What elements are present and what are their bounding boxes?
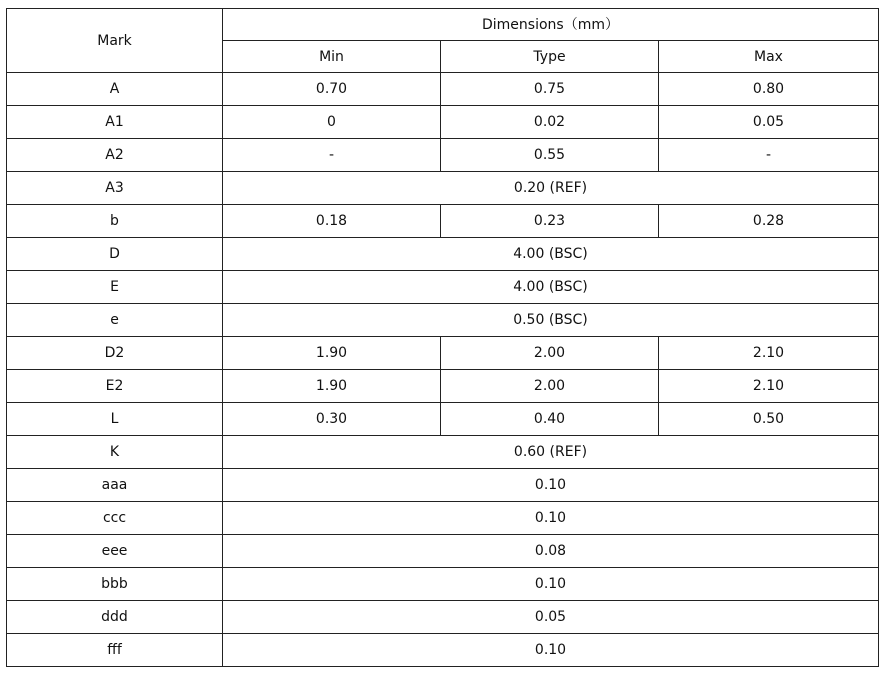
cell-merged-value: 4.00 (BSC) [223, 271, 879, 304]
cell-mark: A3 [7, 172, 223, 205]
cell-mark: ccc [7, 502, 223, 535]
cell-max: - [659, 139, 879, 172]
cell-mark: A [7, 73, 223, 106]
cell-max: 0.50 [659, 403, 879, 436]
cell-type: 0.23 [441, 205, 659, 238]
table-row [7, 106, 879, 139]
cell-type: 0.40 [441, 403, 659, 436]
cell-mark: E [7, 271, 223, 304]
cell-merged-value: 0.10 [223, 634, 879, 667]
table-row [7, 436, 879, 469]
cell-type: 0.02 [441, 106, 659, 139]
cell-min: 1.90 [223, 337, 441, 370]
cell-mark: A2 [7, 139, 223, 172]
table-row [7, 205, 879, 238]
table-row [7, 502, 879, 535]
cell-min: - [223, 139, 441, 172]
header-min: Min [223, 41, 441, 73]
cell-merged-value: 4.00 (BSC) [223, 238, 879, 271]
table-row [7, 271, 879, 304]
header-max: Max [659, 41, 879, 73]
table-row [7, 304, 879, 337]
cell-mark: E2 [7, 370, 223, 403]
cell-min: 0.30 [223, 403, 441, 436]
cell-type: 2.00 [441, 337, 659, 370]
cell-max: 0.05 [659, 106, 879, 139]
cell-type: 0.75 [441, 73, 659, 106]
header-type: Type [441, 41, 659, 73]
table-row [7, 172, 879, 205]
cell-mark: D2 [7, 337, 223, 370]
header-mark: Mark [7, 9, 223, 73]
cell-mark: eee [7, 535, 223, 568]
table-row [7, 568, 879, 601]
cell-max: 0.28 [659, 205, 879, 238]
table-row [7, 337, 879, 370]
cell-mark: A1 [7, 106, 223, 139]
cell-max: 2.10 [659, 370, 879, 403]
table-row [7, 634, 879, 667]
cell-mark: D [7, 238, 223, 271]
cell-max: 2.10 [659, 337, 879, 370]
cell-merged-value: 0.60 (REF) [223, 436, 879, 469]
cell-merged-value: 0.05 [223, 601, 879, 634]
cell-merged-value: 0.50 (BSC) [223, 304, 879, 337]
cell-min: 0.70 [223, 73, 441, 106]
cell-max: 0.80 [659, 73, 879, 106]
header-dimensions: Dimensions（mm） [223, 9, 879, 41]
cell-merged-value: 0.10 [223, 568, 879, 601]
cell-min: 0 [223, 106, 441, 139]
table-row [7, 535, 879, 568]
cell-min: 0.18 [223, 205, 441, 238]
table-row [7, 139, 879, 172]
cell-merged-value: 0.10 [223, 502, 879, 535]
cell-merged-value: 0.10 [223, 469, 879, 502]
table-row [7, 403, 879, 436]
cell-min: 1.90 [223, 370, 441, 403]
cell-type: 2.00 [441, 370, 659, 403]
table-row [7, 73, 879, 106]
table-row [7, 469, 879, 502]
table-body [7, 9, 879, 667]
table-row [7, 601, 879, 634]
dimensions-table [6, 8, 879, 667]
cell-mark: ddd [7, 601, 223, 634]
cell-mark: e [7, 304, 223, 337]
cell-mark: b [7, 205, 223, 238]
table-row [7, 370, 879, 403]
cell-mark: fff [7, 634, 223, 667]
cell-mark: L [7, 403, 223, 436]
cell-mark: aaa [7, 469, 223, 502]
cell-mark: bbb [7, 568, 223, 601]
cell-merged-value: 0.20 (REF) [223, 172, 879, 205]
cell-mark: K [7, 436, 223, 469]
table-row [7, 238, 879, 271]
header-row-1 [7, 9, 879, 41]
cell-type: 0.55 [441, 139, 659, 172]
cell-merged-value: 0.08 [223, 535, 879, 568]
